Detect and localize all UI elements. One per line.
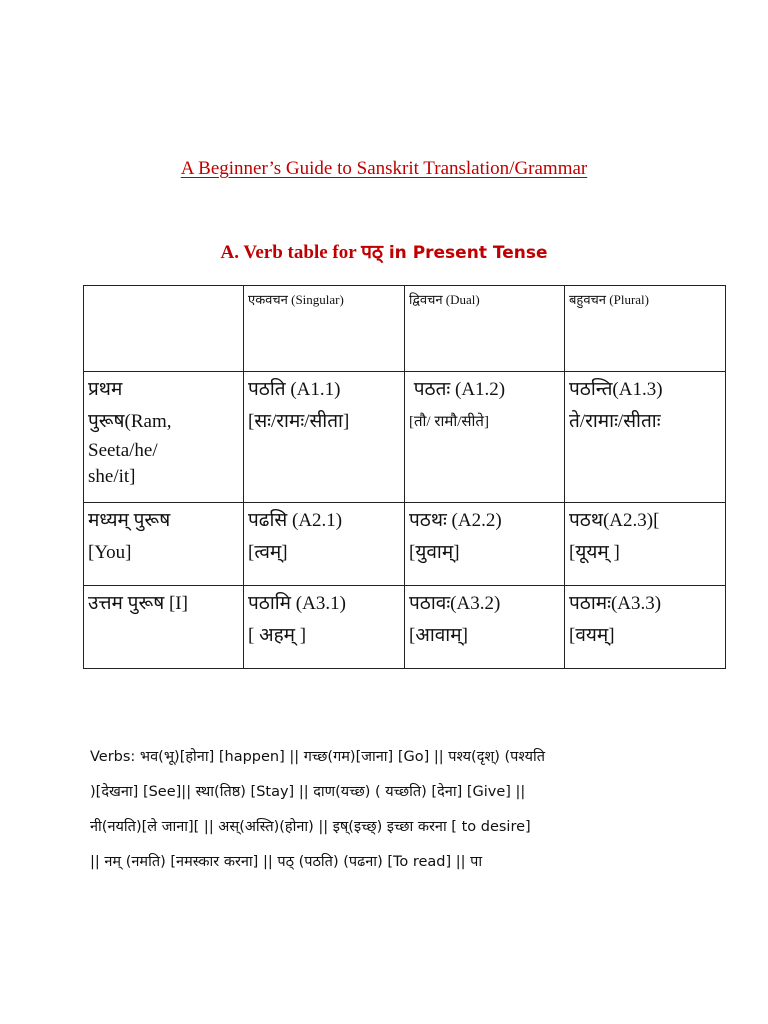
person-cell-second [84,503,244,586]
verb-form: पठामः(A3.3) [569,593,662,614]
header-singular: एकवचन (Singular) [244,286,405,372]
verb-form: पठथ(A2.3)[ [569,510,660,531]
header-empty-cell [84,286,244,372]
plural-cell [565,372,726,503]
section-title-rest: in Present Tense [382,243,548,263]
person-text: मध्यम् पुरूष [88,510,171,531]
verbs-line: Verbs: भव(भू)[होना] [happen] || गच्छ(गम)[जाना] [Go] || पश्य(दृश्) (पश्यति [90,749,546,765]
pronoun-text: [वयम्] [569,625,615,646]
dual-cell [405,503,565,586]
person-text: पुरूष(Ram, [88,411,172,432]
pronoun-text: [आवाम्] [409,625,468,646]
dual-cell [405,586,565,669]
table-header-row [84,286,726,372]
plural-cell [565,503,726,586]
verb-form: पठावः(A3.2) [409,593,501,614]
table-row [84,586,726,669]
verb-form: पठति (A1.1) [248,379,341,400]
pronoun-text: [यूयम् ] [569,542,620,563]
document-title: A Beginner’s Guide to Sanskrit Translation/Grammar [180,158,588,179]
verbs-line: नी(नयति)[ले जाना][ || अस्(अस्ति)(होना) || इष्(इच्छ्) इच्छा करना [ to desire] [90,819,531,835]
person-text: प्रथम [88,379,123,400]
verb-form: पठतः (A1.2) [409,379,506,400]
pronoun-text: [ अहम् ] [248,625,307,646]
dual-cell [405,372,565,503]
header-plural: बहुवचन (Plural) [565,286,726,372]
pronoun-text: [युवाम्] [409,542,460,563]
person-cell-third [84,372,244,503]
verb-form: पढसि (A2.1) [248,510,343,531]
section-title-main: A. Verb table for पठ् [220,242,383,263]
header-dual: द्विवचन (Dual) [405,286,565,372]
verb-form: पठामि (A3.1) [248,593,346,614]
table-row [84,503,726,586]
plural-cell [565,586,726,669]
table-row [84,372,726,503]
person-text: Seeta/he/ [88,440,158,461]
verbs-line: || नम् (नमति) [नमस्कार करना] || पठ् (पठति) (पढना) [To read] || पा [90,854,483,870]
verbs-line: )[देखना] [See]|| स्था(तिष्ठ) [Stay] || दाण(यच्छ) ( यच्छति) [देना] [Give] || [90,784,526,800]
pronoun-text: ते/रामाः/सीताः [569,411,661,432]
verbs-paragraph [90,740,690,880]
verb-table [83,285,726,669]
verb-form: पठथः (A2.2) [409,510,502,531]
section-title [0,238,768,264]
pronoun-text: [त्वम्] [248,542,288,563]
singular-cell [244,586,405,669]
singular-cell [244,372,405,503]
person-text: [You] [88,542,132,563]
person-cell-first [84,586,244,669]
pronoun-text: [तौ/ रामौ/सीते] [409,414,489,430]
person-text: she/it] [88,466,136,487]
singular-cell [244,503,405,586]
verb-form: पठन्ति(A1.3) [569,379,663,400]
pronoun-text: [सः/रामः/सीता] [248,411,350,432]
person-text: उत्तम पुरूष [I] [88,593,188,614]
